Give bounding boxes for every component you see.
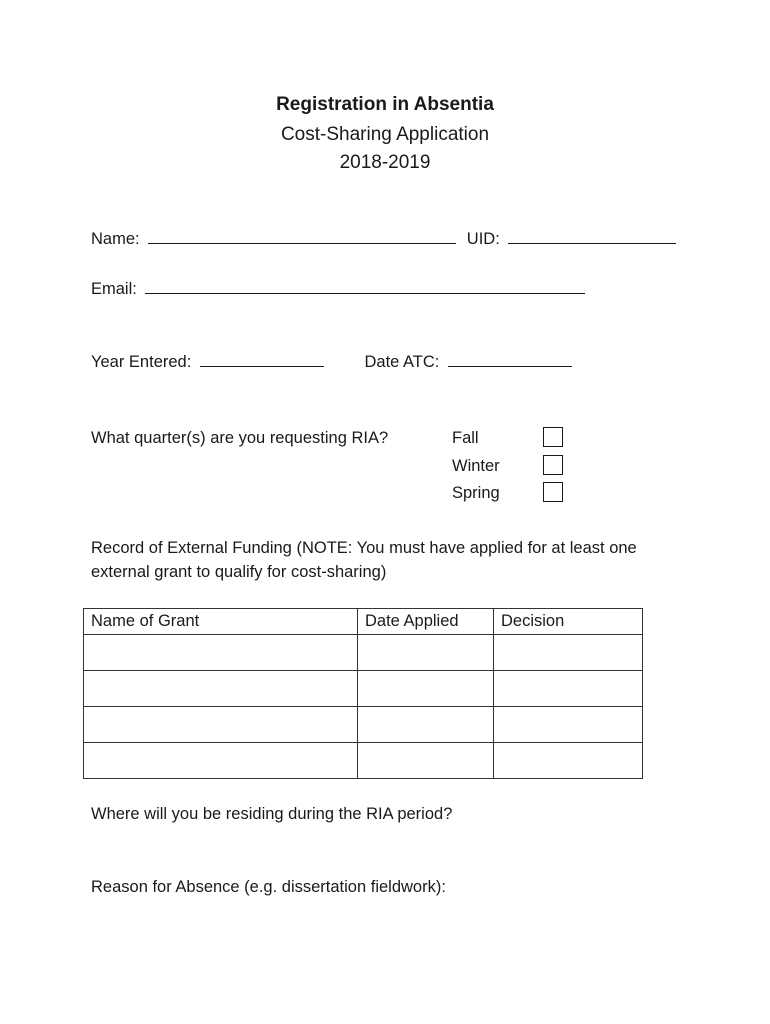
- name-label: Name:: [91, 230, 140, 248]
- date-applied-cell[interactable]: [358, 743, 494, 779]
- date-applied-cell[interactable]: [358, 671, 494, 707]
- academic-year: 2018-2019: [339, 152, 431, 173]
- fall-checkbox[interactable]: [543, 427, 563, 447]
- date-applied-cell[interactable]: [358, 635, 494, 671]
- decision-cell[interactable]: [494, 707, 643, 743]
- spring-checkbox[interactable]: [543, 482, 563, 502]
- table-row: [84, 635, 643, 671]
- quarter-label: Winter: [452, 456, 500, 475]
- year-date-row: [91, 352, 572, 372]
- table-row: [84, 671, 643, 707]
- grant-name-cell[interactable]: [84, 635, 358, 671]
- form-title: Registration in Absentia: [276, 94, 494, 115]
- residing-question: Where will you be residing during the RIA period?: [91, 805, 453, 823]
- name-field[interactable]: [148, 229, 456, 244]
- name-uid-row: [91, 229, 676, 249]
- date-atc-field[interactable]: [448, 352, 572, 367]
- uid-label: UID:: [466, 230, 500, 248]
- reason-question: Reason for Absence (e.g. dissertation fieldwork):: [91, 878, 446, 896]
- email-row: [91, 279, 585, 299]
- grants-table: [83, 608, 643, 779]
- funding-note: Record of External Funding (NOTE: You must have applied for at least one external grant to qualify for cost-sharing): [91, 539, 637, 581]
- quarter-question: What quarter(s) are you requesting RIA?: [91, 429, 389, 447]
- header-name-of-grant: Name of Grant: [84, 609, 358, 635]
- form-subtitle: Cost-Sharing Application: [280, 124, 490, 145]
- table-row: [84, 743, 643, 779]
- date-atc-label: Date ATC:: [364, 353, 440, 371]
- email-label: Email:: [91, 280, 137, 298]
- email-field[interactable]: [145, 279, 585, 294]
- year-entered-field[interactable]: [200, 352, 324, 367]
- quarter-option-spring: [452, 484, 572, 512]
- table-row: [84, 707, 643, 743]
- grant-name-cell[interactable]: [84, 707, 358, 743]
- decision-cell[interactable]: [494, 635, 643, 671]
- quarter-option-fall: [452, 429, 572, 457]
- decision-cell[interactable]: [494, 671, 643, 707]
- table-header-row: [84, 609, 643, 635]
- grant-name-cell[interactable]: [84, 671, 358, 707]
- header-decision: Decision: [494, 609, 643, 635]
- quarter-option-winter: [452, 457, 572, 485]
- winter-checkbox[interactable]: [543, 455, 563, 475]
- year-entered-label: Year Entered:: [91, 353, 192, 371]
- quarter-label: Fall: [452, 429, 479, 447]
- uid-field[interactable]: [508, 229, 676, 244]
- quarter-options: [452, 429, 572, 512]
- grant-name-cell[interactable]: [84, 743, 358, 779]
- date-applied-cell[interactable]: [358, 707, 494, 743]
- decision-cell[interactable]: [494, 743, 643, 779]
- quarter-label: Spring: [452, 484, 500, 502]
- header-date-applied: Date Applied: [358, 609, 494, 635]
